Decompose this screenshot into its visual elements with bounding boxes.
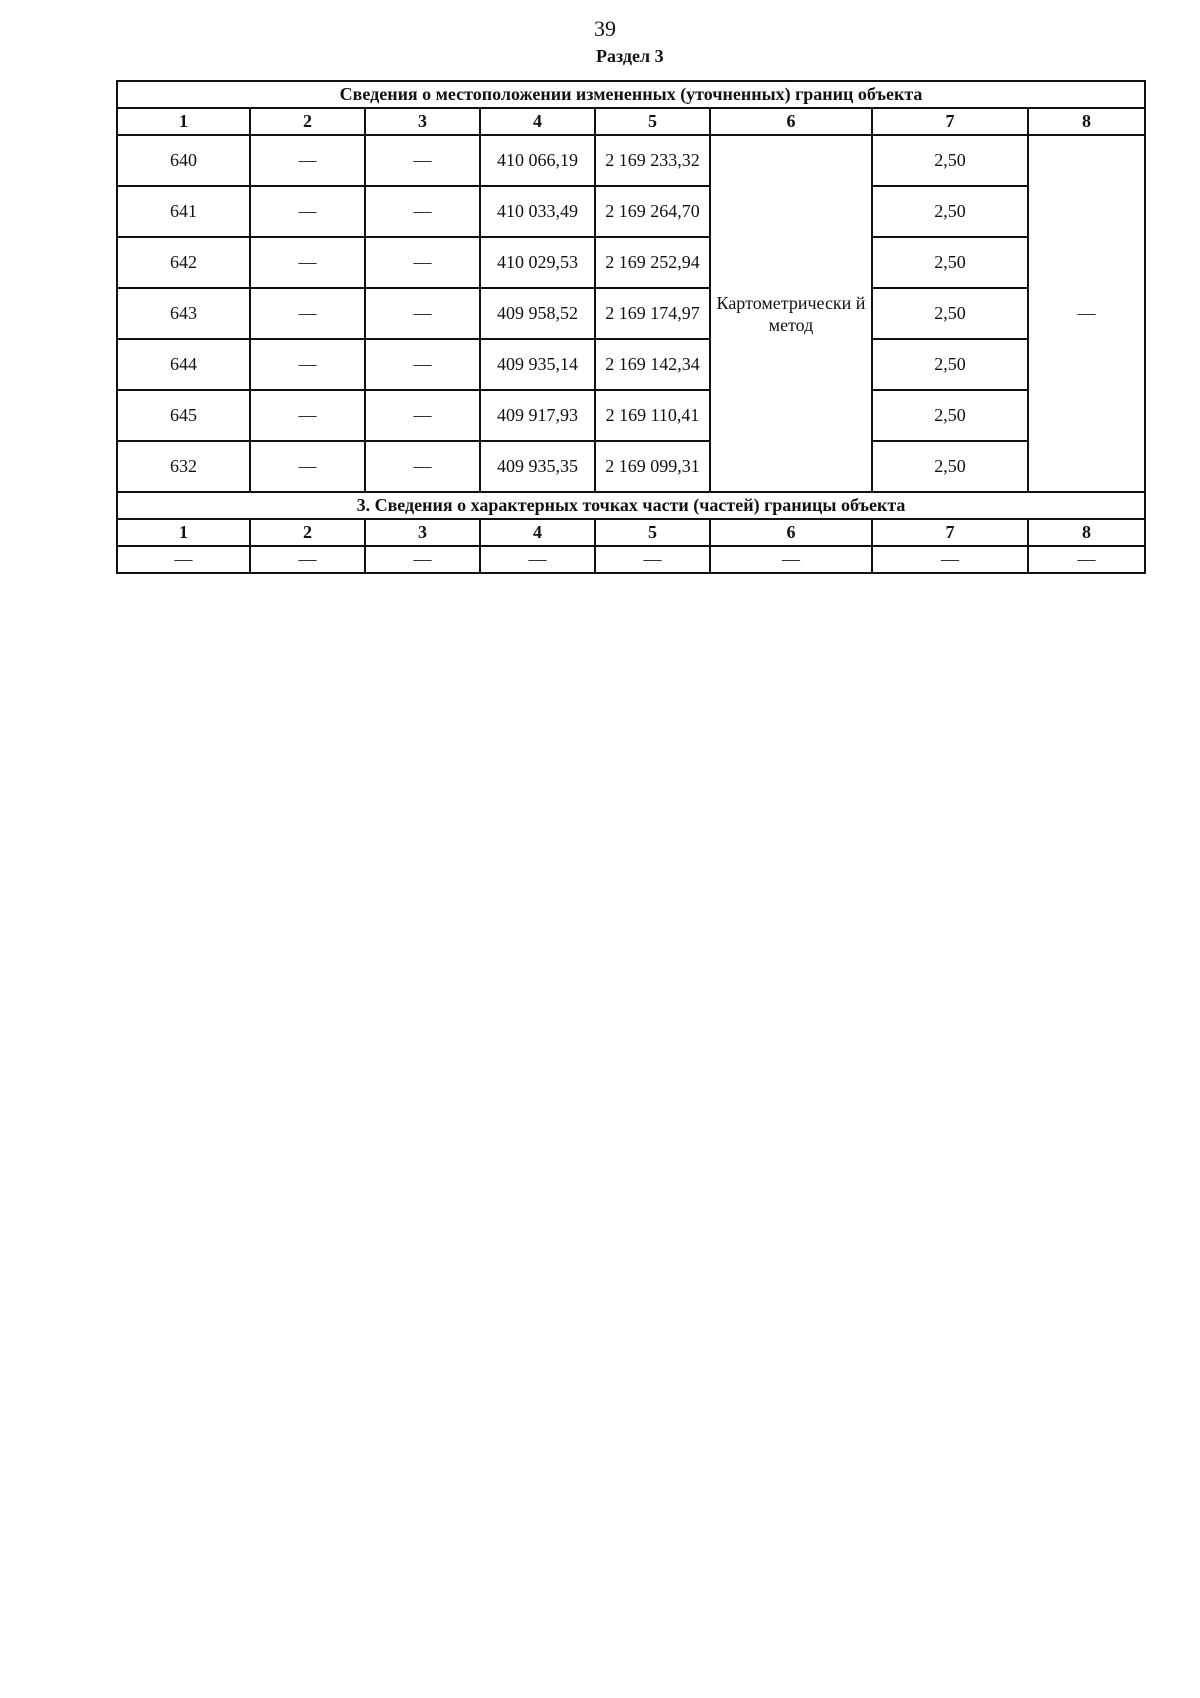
column-number-header: 6	[710, 108, 872, 135]
x-coordinate: 409 935,14	[480, 339, 595, 390]
y-coordinate: 2 169 142,34	[595, 339, 710, 390]
x-coordinate: 410 029,53	[480, 237, 595, 288]
col3-value: —	[365, 135, 480, 186]
col2-value: —	[250, 135, 365, 186]
accuracy-value: 2,50	[872, 441, 1028, 492]
column-number-header: 1	[117, 108, 250, 135]
x-coordinate: 410 066,19	[480, 135, 595, 186]
column-number-header: 2	[250, 108, 365, 135]
col3-value: —	[365, 390, 480, 441]
column-number-header: 4	[480, 519, 595, 546]
column-number-header: 3	[365, 108, 480, 135]
column-number-header: 5	[595, 108, 710, 135]
point-number: 645	[117, 390, 250, 441]
col8-value: —	[1028, 135, 1145, 492]
point-number: 640	[117, 135, 250, 186]
accuracy-value: 2,50	[872, 339, 1028, 390]
col3-value: —	[365, 441, 480, 492]
empty-cell: —	[872, 546, 1028, 573]
col2-value: —	[250, 390, 365, 441]
point-number: 644	[117, 339, 250, 390]
col3-value: —	[365, 186, 480, 237]
empty-cell: —	[480, 546, 595, 573]
column-number-header: 6	[710, 519, 872, 546]
accuracy-value: 2,50	[872, 135, 1028, 186]
table-row	[117, 546, 1145, 573]
table-row	[117, 339, 1145, 390]
y-coordinate: 2 169 174,97	[595, 288, 710, 339]
point-number: 642	[117, 237, 250, 288]
column-number-header: 8	[1028, 519, 1145, 546]
accuracy-value: 2,50	[872, 288, 1028, 339]
col3-value: —	[365, 237, 480, 288]
method-cell: Картометрически й метод	[710, 135, 872, 492]
page-number: 39	[594, 16, 616, 41]
empty-cell: —	[595, 546, 710, 573]
x-coordinate: 410 033,49	[480, 186, 595, 237]
empty-cell: —	[365, 546, 480, 573]
table-row	[117, 186, 1145, 237]
y-coordinate: 2 169 099,31	[595, 441, 710, 492]
col2-value: —	[250, 288, 365, 339]
empty-cell: —	[117, 546, 250, 573]
column-number-header: 7	[872, 519, 1028, 546]
point-number: 641	[117, 186, 250, 237]
y-coordinate: 2 169 110,41	[595, 390, 710, 441]
y-coordinate: 2 169 252,94	[595, 237, 710, 288]
column-number-header: 2	[250, 519, 365, 546]
empty-cell: —	[250, 546, 365, 573]
column-number-header: 1	[117, 519, 250, 546]
col3-value: —	[365, 288, 480, 339]
column-number-header: 3	[365, 519, 480, 546]
column-number-header: 5	[595, 519, 710, 546]
col3-value: —	[365, 339, 480, 390]
column-number-header: 8	[1028, 108, 1145, 135]
table1-caption: Сведения о местоположении измененных (уточненных) границ объекта	[117, 81, 1145, 108]
x-coordinate: 409 958,52	[480, 288, 595, 339]
accuracy-value: 2,50	[872, 390, 1028, 441]
col2-value: —	[250, 339, 365, 390]
point-number: 643	[117, 288, 250, 339]
table-row	[117, 390, 1145, 441]
table-row	[117, 237, 1145, 288]
col2-value: —	[250, 186, 365, 237]
empty-cell: —	[1028, 546, 1145, 573]
x-coordinate: 409 935,35	[480, 441, 595, 492]
section-title: Раздел 3	[596, 46, 664, 66]
x-coordinate: 409 917,93	[480, 390, 595, 441]
point-number: 632	[117, 441, 250, 492]
table-row	[117, 441, 1145, 492]
table2-caption: 3. Сведения о характерных точках части (частей) границы объекта	[117, 492, 1145, 519]
coordinates-table	[116, 80, 1146, 574]
y-coordinate: 2 169 264,70	[595, 186, 710, 237]
empty-cell: —	[710, 546, 872, 573]
table-row	[117, 135, 1145, 186]
column-number-header: 4	[480, 108, 595, 135]
table-row	[117, 288, 1145, 339]
col2-value: —	[250, 237, 365, 288]
column-number-header: 7	[872, 108, 1028, 135]
accuracy-value: 2,50	[872, 186, 1028, 237]
col2-value: —	[250, 441, 365, 492]
accuracy-value: 2,50	[872, 237, 1028, 288]
y-coordinate: 2 169 233,32	[595, 135, 710, 186]
